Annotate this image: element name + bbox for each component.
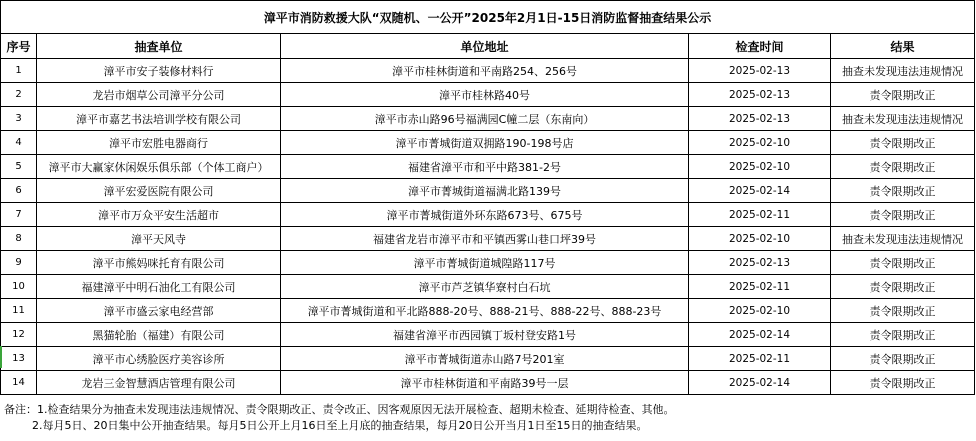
cell-date[interactable]: 2025-02-13 xyxy=(689,251,831,275)
table-row xyxy=(1,107,975,131)
cell-index[interactable]: 8 xyxy=(1,227,37,251)
cell-address[interactable]: 漳平市菁城街道赤山路7号201室 xyxy=(281,347,689,371)
cell-address[interactable]: 漳平市菁城街道和平北路888-20号、888-21号、888-22号、888-23号 xyxy=(281,299,689,323)
cell-address[interactable]: 漳平市桂林街道和平南路39号一层 xyxy=(281,371,689,395)
cell-index[interactable]: 9 xyxy=(1,251,37,275)
header-index[interactable]: 序号 xyxy=(1,34,37,59)
cell-result[interactable]: 责令限期改正 xyxy=(831,299,975,323)
note-line-1: 备注：1.检查结果分为抽查未发现违法违规情况、责令限期改正、责令改正、因客观原因无法开展检查、超期未检查、延期待检查、其他。 xyxy=(4,403,675,416)
table-row xyxy=(1,203,975,227)
cell-address[interactable]: 漳平市桂林街道和平南路254、256号 xyxy=(281,59,689,83)
table-row xyxy=(1,299,975,323)
cell-index[interactable]: 10 xyxy=(1,275,37,299)
cell-date[interactable]: 2025-02-10 xyxy=(689,155,831,179)
cell-unit[interactable]: 漳平市万众平安生活超市 xyxy=(37,203,281,227)
cell-date[interactable]: 2025-02-10 xyxy=(689,131,831,155)
cell-index[interactable]: 13 xyxy=(1,347,37,371)
cell-unit[interactable]: 龙岩三金智慧酒店管理有限公司 xyxy=(37,371,281,395)
cell-unit[interactable]: 漳平市宏胜电器商行 xyxy=(37,131,281,155)
cell-address[interactable]: 福建省漳平市西园镇丁坂村登安路1号 xyxy=(281,323,689,347)
cell-result[interactable]: 责令限期改正 xyxy=(831,323,975,347)
cell-date[interactable]: 2025-02-11 xyxy=(689,275,831,299)
cell-unit[interactable]: 福建漳平中明石油化工有限公司 xyxy=(37,275,281,299)
cell-result[interactable]: 责令限期改正 xyxy=(831,155,975,179)
header-result[interactable]: 结果 xyxy=(831,34,975,59)
cell-address[interactable]: 福建省龙岩市漳平市和平镇西雾山巷口坪39号 xyxy=(281,227,689,251)
table-row xyxy=(1,371,975,395)
cell-unit[interactable]: 漳平天风寺 xyxy=(37,227,281,251)
title-row xyxy=(1,1,975,34)
cell-result[interactable]: 责令限期改正 xyxy=(831,275,975,299)
cell-address[interactable]: 漳平市菁城街道双拥路190-198号店 xyxy=(281,131,689,155)
table-row xyxy=(1,83,975,107)
cell-date[interactable]: 2025-02-13 xyxy=(689,59,831,83)
note-line-2: 2.每月5日、20日集中公开抽查结果。每月5日公开上月16日至上月底的抽查结果，每月20日公开当月1日至15日的抽查结果。 xyxy=(32,419,648,432)
row-selection-marker xyxy=(0,346,2,368)
cell-index[interactable]: 3 xyxy=(1,107,37,131)
table-row xyxy=(1,347,975,371)
table-row xyxy=(1,275,975,299)
header-unit[interactable]: 抽查单位 xyxy=(37,34,281,59)
cell-result[interactable]: 责令限期改正 xyxy=(831,347,975,371)
header-date[interactable]: 检查时间 xyxy=(689,34,831,59)
cell-index[interactable]: 1 xyxy=(1,59,37,83)
cell-date[interactable]: 2025-02-14 xyxy=(689,179,831,203)
cell-date[interactable]: 2025-02-10 xyxy=(689,227,831,251)
cell-address[interactable]: 漳平市赤山路96号福满园C幢二层（东南向） xyxy=(281,107,689,131)
cell-unit[interactable]: 黑猫轮胎（福建）有限公司 xyxy=(37,323,281,347)
cell-address[interactable]: 漳平市菁城街道外环东路673号、675号 xyxy=(281,203,689,227)
cell-index[interactable]: 11 xyxy=(1,299,37,323)
cell-address[interactable]: 漳平市芦芝镇华寮村白石坑 xyxy=(281,275,689,299)
cell-result[interactable]: 抽查未发现违法违规情况 xyxy=(831,227,975,251)
cell-unit[interactable]: 漳平宏爱医院有限公司 xyxy=(37,179,281,203)
cell-index[interactable]: 4 xyxy=(1,131,37,155)
cell-index[interactable]: 6 xyxy=(1,179,37,203)
table-row xyxy=(1,323,975,347)
cell-unit[interactable]: 漳平市盛云家电经营部 xyxy=(37,299,281,323)
cell-index[interactable]: 2 xyxy=(1,83,37,107)
cell-index[interactable]: 7 xyxy=(1,203,37,227)
cell-result[interactable]: 责令限期改正 xyxy=(831,371,975,395)
cell-date[interactable]: 2025-02-14 xyxy=(689,371,831,395)
cell-result[interactable]: 抽查未发现违法违规情况 xyxy=(831,59,975,83)
cell-unit[interactable]: 漳平市大赢家休闲娱乐俱乐部（个体工商户） xyxy=(37,155,281,179)
cell-date[interactable]: 2025-02-11 xyxy=(689,203,831,227)
table-row xyxy=(1,131,975,155)
cell-result[interactable]: 责令限期改正 xyxy=(831,203,975,227)
cell-date[interactable]: 2025-02-10 xyxy=(689,299,831,323)
cell-address[interactable]: 漳平市桂林路40号 xyxy=(281,83,689,107)
cell-date[interactable]: 2025-02-14 xyxy=(689,323,831,347)
cell-result[interactable]: 责令限期改正 xyxy=(831,83,975,107)
notes xyxy=(4,402,675,434)
header-address[interactable]: 单位地址 xyxy=(281,34,689,59)
header-row xyxy=(1,34,975,59)
cell-date[interactable]: 2025-02-13 xyxy=(689,107,831,131)
table-row xyxy=(1,155,975,179)
cell-date[interactable]: 2025-02-13 xyxy=(689,83,831,107)
cell-address[interactable]: 福建省漳平市和平中路381-2号 xyxy=(281,155,689,179)
cell-result[interactable]: 责令限期改正 xyxy=(831,131,975,155)
table-row xyxy=(1,179,975,203)
cell-result[interactable]: 责令限期改正 xyxy=(831,251,975,275)
cell-address[interactable]: 漳平市菁城街道福满北路139号 xyxy=(281,179,689,203)
cell-result[interactable]: 抽查未发现违法违规情况 xyxy=(831,107,975,131)
table-row xyxy=(1,251,975,275)
cell-unit[interactable]: 漳平市熊妈咪托育有限公司 xyxy=(37,251,281,275)
table-row xyxy=(1,59,975,83)
cell-date[interactable]: 2025-02-11 xyxy=(689,347,831,371)
cell-unit[interactable]: 龙岩市烟草公司漳平分公司 xyxy=(37,83,281,107)
cell-index[interactable]: 14 xyxy=(1,371,37,395)
table-row xyxy=(1,227,975,251)
cell-unit[interactable]: 漳平市心绣脸医疗美容诊所 xyxy=(37,347,281,371)
table-title[interactable]: 漳平市消防救援大队“双随机、一公开”2025年2月1日-15日消防监督抽查结果公示 xyxy=(1,1,975,34)
cell-unit[interactable]: 漳平市嘉艺书法培训学校有限公司 xyxy=(37,107,281,131)
cell-unit[interactable]: 漳平市安子装修材料行 xyxy=(37,59,281,83)
cell-address[interactable]: 漳平市菁城街道城隍路117号 xyxy=(281,251,689,275)
cell-result[interactable]: 责令限期改正 xyxy=(831,179,975,203)
cell-index[interactable]: 12 xyxy=(1,323,37,347)
cell-index[interactable]: 5 xyxy=(1,155,37,179)
